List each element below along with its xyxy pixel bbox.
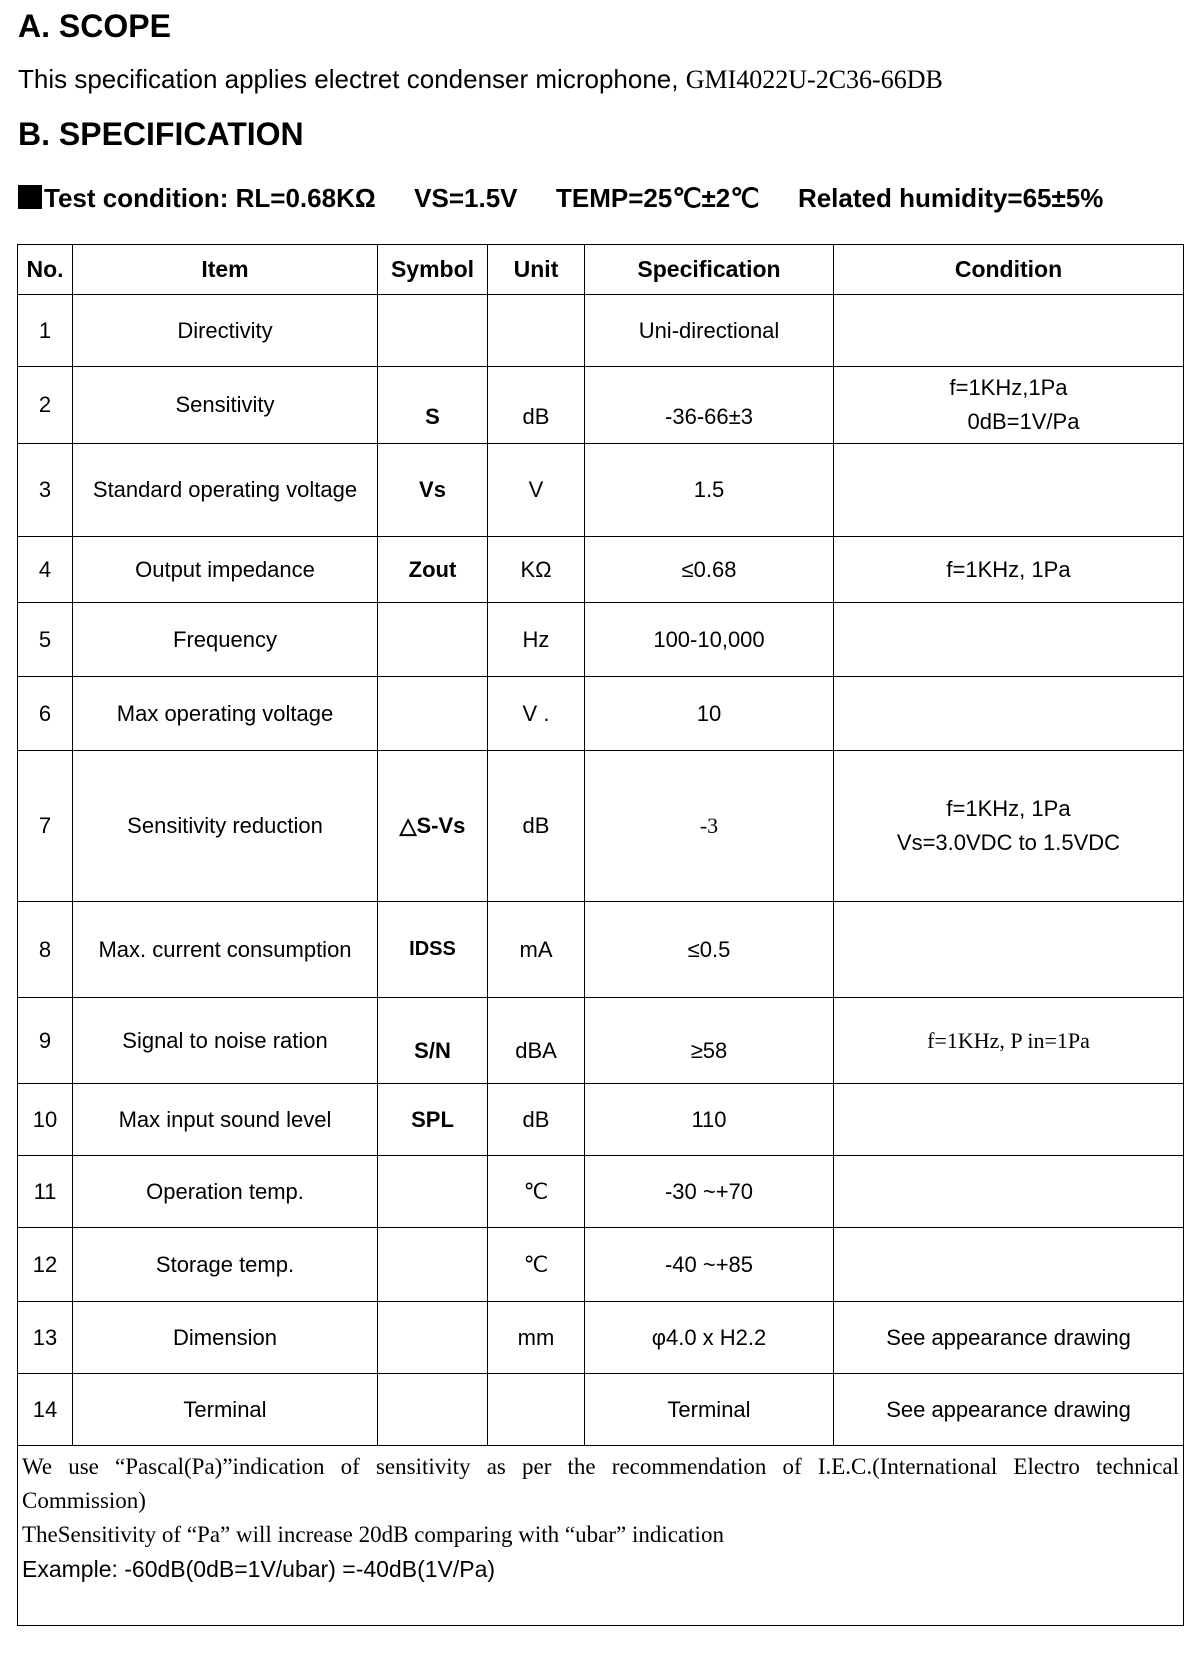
condition-line-2: 0dB=1V/Pa <box>967 409 1080 434</box>
cell-spec: ≥58 <box>585 998 834 1084</box>
cell-unit: dB <box>488 751 585 902</box>
table-row <box>18 603 1184 677</box>
cell-spec: φ4.0 x H2.2 <box>585 1302 834 1374</box>
cell-spec: 100-10,000 <box>585 603 834 677</box>
cell-condition <box>834 295 1184 367</box>
cell-no: 1 <box>18 295 73 367</box>
cell-symbol <box>378 603 488 677</box>
table-row <box>18 751 1184 902</box>
cell-unit <box>488 1374 585 1446</box>
bullet-square-icon <box>18 185 42 209</box>
cell-unit: V <box>488 444 585 537</box>
cell-item: Directivity <box>73 295 378 367</box>
header-condition: Condition <box>834 245 1184 295</box>
table-notes-row <box>18 1446 1184 1626</box>
cell-spec: -36-66±3 <box>585 367 834 444</box>
cell-spec: -30 ~+70 <box>585 1156 834 1228</box>
cell-item: Standard operating voltage <box>73 444 378 537</box>
table-row <box>18 902 1184 998</box>
cell-unit: mm <box>488 1302 585 1374</box>
table-row <box>18 1302 1184 1374</box>
note-line-2: Commission) <box>22 1488 146 1513</box>
cell-spec: Uni-directional <box>585 295 834 367</box>
cell-condition <box>834 751 1184 902</box>
cell-symbol <box>378 1228 488 1302</box>
condition-line-1: f=1KHz, 1Pa <box>946 796 1071 821</box>
cell-no: 5 <box>18 603 73 677</box>
specification-table <box>17 244 1184 1626</box>
cell-spec: 110 <box>585 1084 834 1156</box>
cell-condition <box>834 677 1184 751</box>
condition-line-2: Vs=3.0VDC to 1.5VDC <box>896 830 1121 855</box>
table-row <box>18 1156 1184 1228</box>
cell-symbol: SPL <box>378 1084 488 1156</box>
cell-condition <box>834 603 1184 677</box>
test-condition-humidity: Related humidity=65±5% <box>797 183 1104 213</box>
test-condition-vs: VS=1.5V <box>414 183 518 213</box>
cell-no: 4 <box>18 537 73 603</box>
cell-unit: ℃ <box>488 1228 585 1302</box>
cell-item: Sensitivity reduction <box>73 751 378 902</box>
test-condition <box>18 183 1103 214</box>
note-line-1: We use “Pascal(Pa)”indication of sensitivity as per the recommendation of I.E.C.(International Electro technical <box>22 1454 1179 1479</box>
cell-item: Max operating voltage <box>73 677 378 751</box>
cell-unit: dB <box>488 367 585 444</box>
test-condition-temp: TEMP=25℃±2℃ <box>556 183 760 213</box>
table-row <box>18 677 1184 751</box>
cell-no: 3 <box>18 444 73 537</box>
header-item: Item <box>73 245 378 295</box>
cell-symbol <box>378 1374 488 1446</box>
cell-item: Terminal <box>73 1374 378 1446</box>
note-line-4: Example: -60dB(0dB=1V/ubar) =-40dB(1V/Pa) <box>22 1556 496 1582</box>
cell-unit: mA <box>488 902 585 998</box>
scope-heading: A. SCOPE <box>18 8 171 44</box>
scope-description: This specification applies electret condenser microphone, <box>18 64 679 94</box>
cell-condition: f=1KHz, P in=1Pa <box>834 998 1184 1084</box>
cell-item: Signal to noise ration <box>73 998 378 1084</box>
cell-spec: ≤0.68 <box>585 537 834 603</box>
cell-condition <box>834 1156 1184 1228</box>
table-row <box>18 1374 1184 1446</box>
cell-spec: -3 <box>585 751 834 902</box>
cell-symbol <box>378 1302 488 1374</box>
cell-condition <box>834 902 1184 998</box>
cell-symbol: S <box>378 367 488 444</box>
cell-spec: -40 ~+85 <box>585 1228 834 1302</box>
cell-item: Storage temp. <box>73 1228 378 1302</box>
cell-unit: dB <box>488 1084 585 1156</box>
scope-model: GMI4022U-2C36-66DB <box>685 65 943 94</box>
cell-symbol: Zout <box>378 537 488 603</box>
cell-item: Operation temp. <box>73 1156 378 1228</box>
cell-unit: V . <box>488 677 585 751</box>
header-symbol: Symbol <box>378 245 488 295</box>
cell-no: 2 <box>18 367 73 444</box>
cell-spec: 1.5 <box>585 444 834 537</box>
header-unit: Unit <box>488 245 585 295</box>
cell-no: 7 <box>18 751 73 902</box>
cell-symbol <box>378 1156 488 1228</box>
cell-unit: dBA <box>488 998 585 1084</box>
table-row <box>18 444 1184 537</box>
table-row <box>18 1084 1184 1156</box>
cell-no: 12 <box>18 1228 73 1302</box>
cell-condition: See appearance drawing <box>834 1374 1184 1446</box>
cell-unit: ℃ <box>488 1156 585 1228</box>
cell-no: 9 <box>18 998 73 1084</box>
cell-symbol <box>378 295 488 367</box>
cell-condition <box>834 1084 1184 1156</box>
note-line-3: TheSensitivity of “Pa” will increase 20dB comparing with “ubar” indication <box>22 1522 724 1547</box>
table-row <box>18 367 1184 444</box>
cell-no: 11 <box>18 1156 73 1228</box>
cell-item: Dimension <box>73 1302 378 1374</box>
table-header-row <box>18 245 1184 295</box>
cell-condition: f=1KHz, 1Pa <box>834 537 1184 603</box>
cell-no: 8 <box>18 902 73 998</box>
cell-item: Sensitivity <box>73 367 378 444</box>
cell-condition: See appearance drawing <box>834 1302 1184 1374</box>
test-condition-rl: RL=0.68KΩ <box>235 183 376 213</box>
test-condition-label: Test condition: <box>44 183 229 213</box>
cell-unit <box>488 295 585 367</box>
cell-no: 13 <box>18 1302 73 1374</box>
cell-condition <box>834 367 1184 444</box>
cell-symbol: Vs <box>378 444 488 537</box>
cell-unit: KΩ <box>488 537 585 603</box>
header-no: No. <box>18 245 73 295</box>
specification-heading: B. SPECIFICATION <box>18 116 304 152</box>
cell-condition <box>834 444 1184 537</box>
cell-no: 10 <box>18 1084 73 1156</box>
cell-unit: Hz <box>488 603 585 677</box>
cell-symbol: IDSS <box>378 902 488 998</box>
table-row <box>18 998 1184 1084</box>
cell-spec: Terminal <box>585 1374 834 1446</box>
notes-cell <box>18 1446 1184 1626</box>
cell-item: Max. current consumption <box>73 902 378 998</box>
cell-spec: 10 <box>585 677 834 751</box>
cell-symbol <box>378 677 488 751</box>
cell-no: 6 <box>18 677 73 751</box>
cell-item: Max input sound level <box>73 1084 378 1156</box>
cell-item: Output impedance <box>73 537 378 603</box>
cell-symbol: △S-Vs <box>378 751 488 902</box>
cell-symbol: S/N <box>378 998 488 1084</box>
cell-spec: ≤0.5 <box>585 902 834 998</box>
scope-text <box>18 64 943 95</box>
table-row <box>18 537 1184 603</box>
header-specification: Specification <box>585 245 834 295</box>
cell-no: 14 <box>18 1374 73 1446</box>
table-row <box>18 295 1184 367</box>
table-row <box>18 1228 1184 1302</box>
cell-item: Frequency <box>73 603 378 677</box>
cell-condition <box>834 1228 1184 1302</box>
condition-line-1: f=1KHz,1Pa <box>949 375 1068 400</box>
